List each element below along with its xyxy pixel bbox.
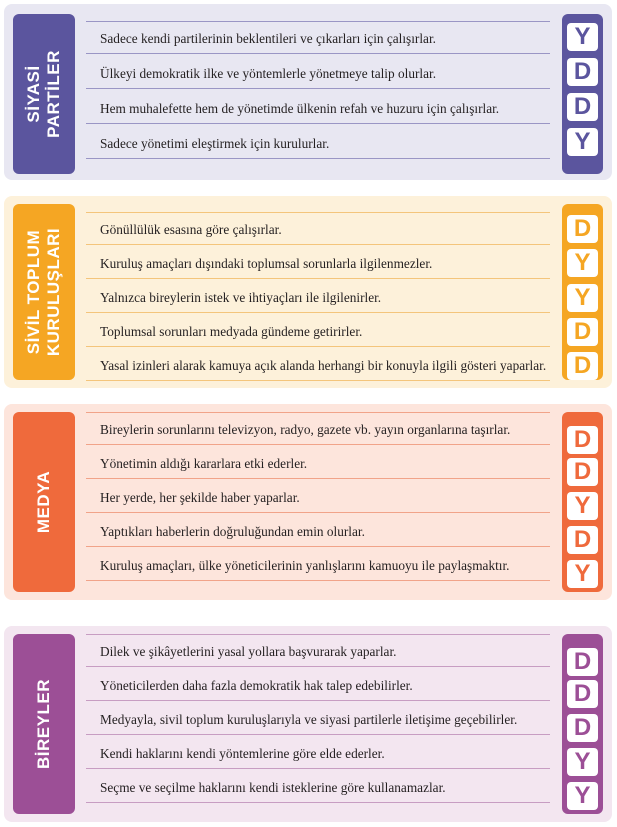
- statement-text: Her yerde, her şekilde haber yaparlar.: [100, 490, 300, 505]
- answer-false-badge: Y: [567, 560, 598, 588]
- answer-false-badge: Y: [567, 748, 598, 776]
- answer-true-badge: D: [567, 458, 598, 486]
- statement-row: [86, 126, 550, 159]
- section-title-line1: SİVİL TOPLUM: [24, 229, 43, 355]
- answer-true-badge: D: [567, 215, 598, 243]
- statement-list: [86, 196, 550, 388]
- section-title-tab: [13, 412, 75, 592]
- statement-text: Yöneticilerden daha fazla demokratik hak talep edebilirler.: [100, 678, 413, 693]
- statement-row: [86, 246, 550, 279]
- statement-row: [86, 736, 550, 769]
- answer-true-badge: D: [567, 714, 598, 742]
- answer-column: [562, 204, 603, 380]
- statement-text: Seçme ve seçilme haklarını kendi isteklerine göre kullanamazlar.: [100, 780, 446, 795]
- statement-text: Gönüllülük esasına göre çalışırlar.: [100, 222, 282, 237]
- statement-row: [86, 446, 550, 479]
- answer-true-badge: D: [567, 352, 598, 380]
- section-title-tab: [13, 204, 75, 380]
- statement-text: Sadece yönetimi eleştirmek için kurulurlar.: [100, 136, 330, 151]
- answer-true-badge: D: [567, 648, 598, 676]
- statement-row: [86, 56, 550, 89]
- section-title-line1: MEDYA: [34, 470, 53, 534]
- statement-row: [86, 770, 550, 803]
- answer-true-badge: D: [567, 680, 598, 708]
- answer-column: [562, 412, 603, 592]
- statement-text: Kuruluş amaçları, ülke yöneticilerinin yanlışlarını kamuoyu ile paylaşmaktır.: [100, 558, 510, 573]
- answer-true-badge: D: [567, 93, 598, 121]
- section-title-line2: KURULUŞLARI: [44, 227, 63, 357]
- statement-row: [86, 280, 550, 313]
- section-title: [24, 50, 64, 138]
- answer-false-badge: Y: [567, 128, 598, 156]
- statement-text: Yalnızca bireylerin istek ve ihtiyaçları ile ilgilenirler.: [100, 290, 382, 305]
- statement-list: [86, 404, 550, 600]
- answer-false-badge: Y: [567, 23, 598, 51]
- section-title-line1: SİYASİ: [24, 65, 43, 123]
- answer-false-badge: Y: [567, 782, 598, 810]
- statement-row: [86, 480, 550, 513]
- statement-text: Kuruluş amaçları dışındaki toplumsal sorunlarla ilgilenmezler.: [100, 256, 433, 271]
- statement-text: Medyayla, sivil toplum kuruluşlarıyla ve siyasi partilerle iletişime geçebilirler.: [100, 712, 518, 727]
- answer-true-badge: D: [567, 526, 598, 554]
- section-title: [24, 228, 64, 356]
- statement-text: Dilek ve şikâyetlerini yasal yollara başvurarak yaparlar.: [100, 644, 397, 659]
- answer-false-badge: Y: [567, 284, 598, 312]
- statement-row: [86, 212, 550, 245]
- answer-true-badge: D: [567, 58, 598, 86]
- statement-list: [86, 626, 550, 822]
- statement-text: Yaptıkları haberlerin doğruluğundan emin olurlar.: [100, 524, 365, 539]
- statement-row: [86, 21, 550, 54]
- section-title-line2: PARTİLER: [44, 50, 63, 138]
- statement-row: [86, 548, 550, 581]
- section-title: [34, 679, 54, 769]
- statement-row: [86, 634, 550, 667]
- answer-false-badge: Y: [567, 492, 598, 520]
- answer-true-badge: D: [567, 318, 598, 346]
- statement-text: Ülkeyi demokratik ilke ve yöntemlerle yönetmeye talip olurlar.: [100, 66, 437, 81]
- answer-column: [562, 14, 603, 174]
- section-bireyler: [4, 626, 612, 822]
- section-title-line1: BİREYLER: [34, 679, 53, 769]
- section-title: [34, 471, 54, 533]
- statement-text: Yönetimin aldığı kararlara etki ederler.: [100, 456, 308, 471]
- section-title-tab: [13, 634, 75, 814]
- statement-list: [86, 4, 550, 180]
- section-medya: [4, 404, 612, 600]
- answer-false-badge: Y: [567, 249, 598, 277]
- statement-text: Kendi haklarını kendi yöntemlerine göre elde ederler.: [100, 746, 385, 761]
- statement-text: Toplumsal sorunları medyada gündeme getirirler.: [100, 324, 363, 339]
- answer-column: [562, 634, 603, 814]
- statement-row: [86, 91, 550, 124]
- answer-true-badge: D: [567, 426, 598, 454]
- statement-row: [86, 348, 550, 381]
- statement-row: [86, 314, 550, 347]
- statement-text: Yasal izinleri alarak kamuya açık alanda herhangi bir konuyla ilgili gösteri yaparlar.: [100, 358, 547, 373]
- statement-text: Bireylerin sorunlarını televizyon, radyo, gazete vb. yayın organlarına taşırlar.: [100, 422, 511, 437]
- section-siyasi: [4, 4, 612, 180]
- statement-text: Sadece kendi partilerinin beklentileri ve çıkarları için çalışırlar.: [100, 31, 436, 46]
- statement-row: [86, 514, 550, 547]
- statement-row: [86, 702, 550, 735]
- statement-row: [86, 668, 550, 701]
- section-title-tab: [13, 14, 75, 174]
- section-stk: [4, 196, 612, 388]
- statement-text: Hem muhalefette hem de yönetimde ülkenin refah ve huzuru için çalışırlar.: [100, 101, 500, 116]
- statement-row: [86, 412, 550, 445]
